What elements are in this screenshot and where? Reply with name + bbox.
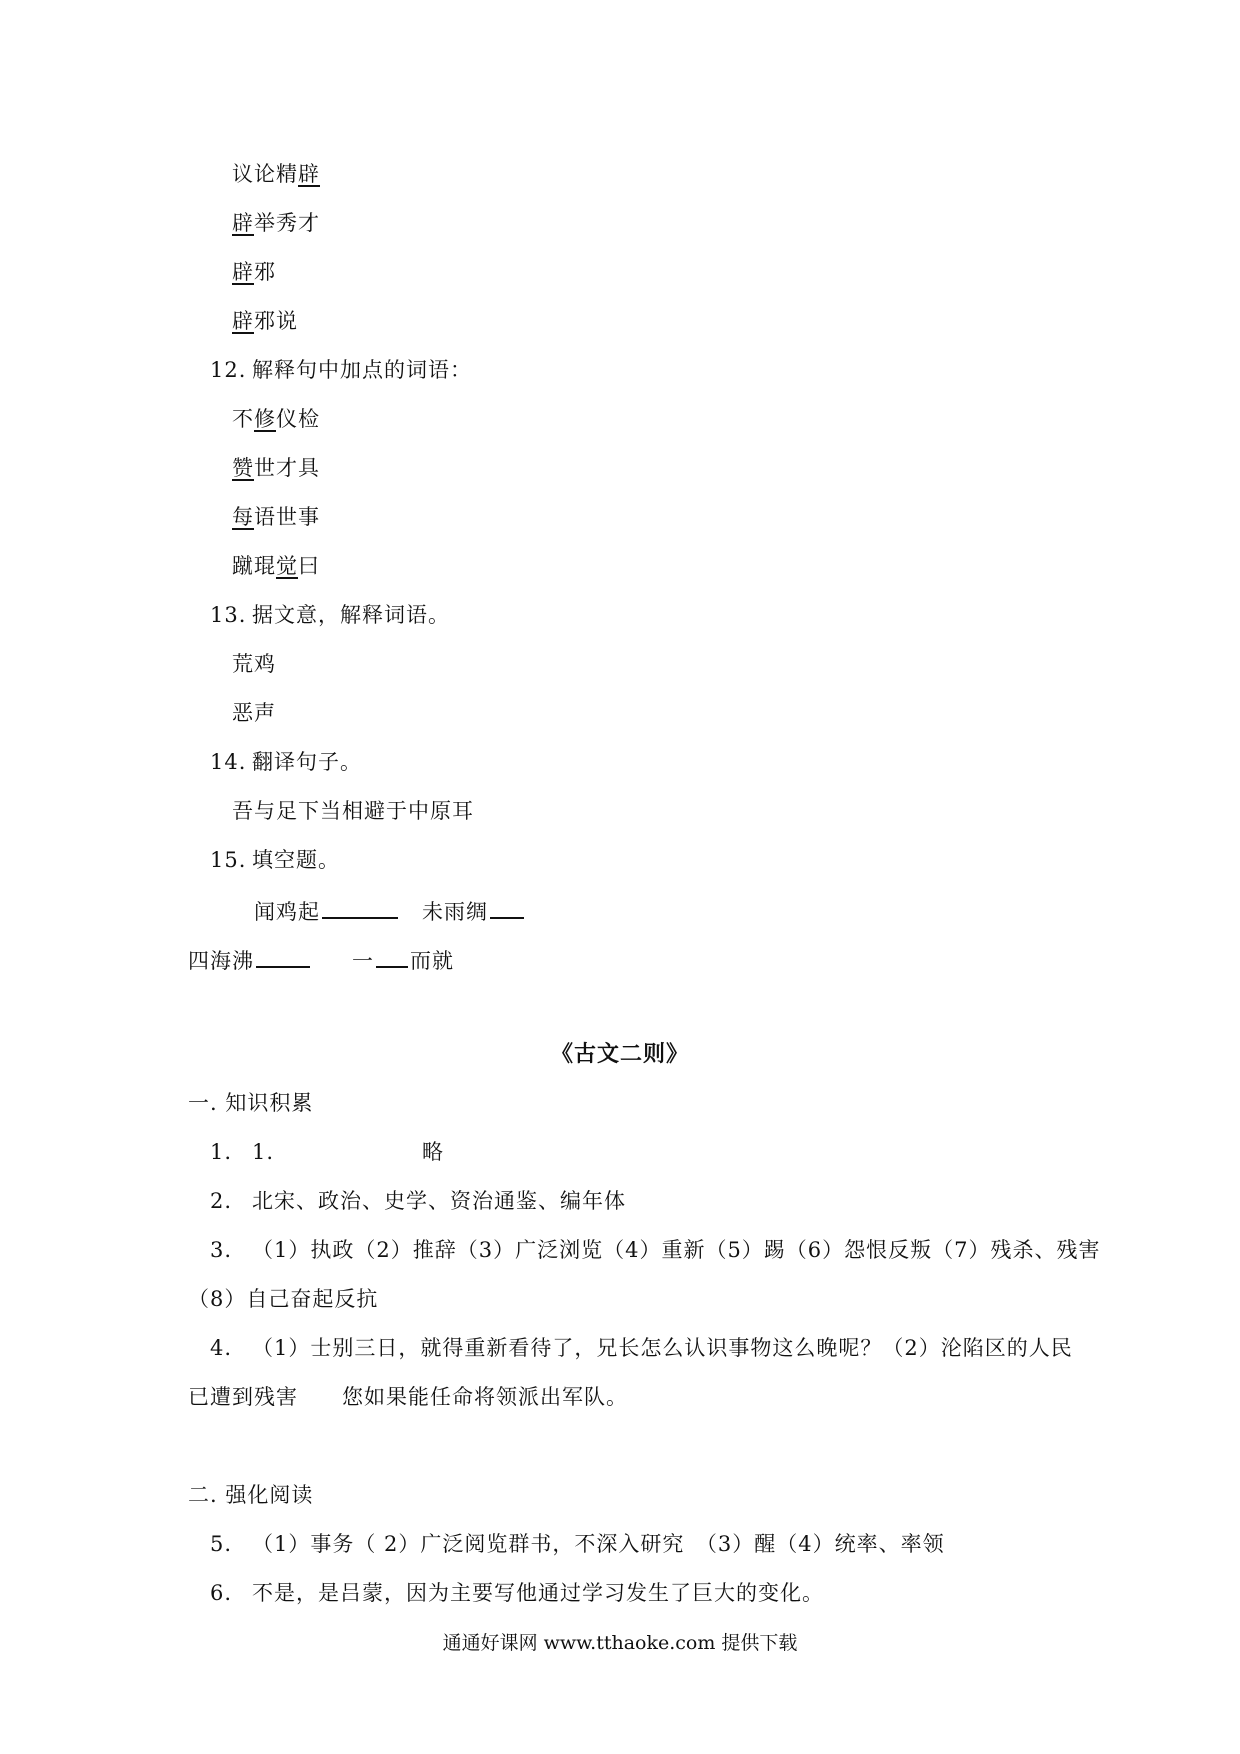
item-text: 议论精 (232, 162, 298, 186)
fill-blank (490, 895, 524, 919)
section-title: 《古文二则》 (550, 1041, 689, 1067)
question-15 (210, 846, 340, 874)
answer-4-cont: 已遭到残害 您如果能任命将领派出军队。 (188, 1385, 628, 1409)
q12-item-3 (232, 503, 320, 531)
part2-heading: 二. 强化阅读 (188, 1483, 314, 1507)
item-text: 举秀才 (254, 211, 320, 235)
answer-text: （1）执政（2）推辞（3）广泛浏览（4）重新（5）踢（6）怨恨反叛（7）残杀、残害 (252, 1238, 1101, 1262)
fill-text: 未雨绸 (422, 900, 488, 924)
answer-text: 不是，是吕蒙，因为主要写他通过学习发生了巨大的变化。 (252, 1581, 824, 1605)
fill-text: 四海沸 (188, 949, 254, 973)
question-14 (210, 748, 362, 776)
question-number: 15. (210, 848, 247, 872)
answer-text: （1）士别三日，就得重新看待了，兄长怎么认识事物这么晚呢？（2）沦陷区的人民 (252, 1336, 1073, 1360)
question-12 (210, 356, 472, 384)
answer-2 (210, 1187, 626, 1215)
question-number: 13. (210, 603, 247, 627)
answer-text: 1. (252, 1140, 275, 1164)
answer-text: （1）事务（ 2）广泛阅览群书，不深入研究 （3）醒（4）统率、率领 (252, 1532, 945, 1556)
question-text: 解释句中加点的词语： (252, 358, 472, 382)
fill-blank (322, 895, 398, 919)
item-text: 蹴琨 (232, 554, 276, 578)
fill-text: 一 (352, 949, 374, 973)
dotted-word: 辟 (232, 260, 254, 284)
answer-number: 5. (210, 1532, 233, 1556)
q15-line-1 (254, 895, 526, 926)
question-text: 填空题。 (252, 848, 340, 872)
answer-number: 1. (210, 1140, 233, 1164)
pi-item-4 (232, 307, 298, 335)
item-text: 世才具 (254, 456, 320, 480)
pi-item-1 (232, 160, 320, 188)
item-text: 语世事 (254, 505, 320, 529)
dotted-word: 每 (232, 505, 254, 529)
answer-5 (210, 1530, 945, 1558)
fill-text: 闻鸡起 (254, 900, 320, 924)
answer-number: 2. (210, 1189, 233, 1213)
answer-text: 略 (422, 1140, 445, 1164)
answer-3-cont: （8）自己奋起反抗 (188, 1287, 379, 1311)
q13-item-2: 恶声 (232, 701, 276, 725)
q14-sentence: 吾与足下当相避于中原耳 (232, 799, 474, 823)
answer-1 (210, 1138, 444, 1166)
dotted-word: 觉 (276, 554, 298, 578)
answer-number: 6. (210, 1581, 233, 1605)
answer-4 (210, 1334, 1073, 1362)
item-text: 邪说 (254, 309, 298, 333)
item-text: 仪检 (276, 407, 320, 431)
q13-item-1: 荒鸡 (232, 652, 276, 676)
item-text: 不 (232, 407, 254, 431)
question-text: 据文意，解释词语。 (252, 603, 450, 627)
dotted-word: 修 (254, 407, 276, 431)
question-number: 14. (210, 750, 247, 774)
question-number: 12. (210, 358, 247, 382)
page-footer: 通通好课网 www.tthaoke.com 提供下载 (442, 1632, 798, 1654)
fill-text: 而就 (410, 949, 454, 973)
item-text: 曰 (298, 554, 320, 578)
pi-item-3 (232, 258, 276, 286)
dotted-word: 辟 (232, 211, 254, 235)
item-text: 邪 (254, 260, 276, 284)
answer-number: 4. (210, 1336, 233, 1360)
answer-number: 3. (210, 1238, 233, 1262)
fill-blank (376, 944, 408, 968)
question-13 (210, 601, 450, 629)
part1-heading: 一. 知识积累 (188, 1091, 314, 1115)
answer-text: 北宋、政治、史学、资治通鉴、编年体 (252, 1189, 626, 1213)
dotted-word: 辟 (298, 162, 320, 186)
q12-item-1 (232, 405, 320, 433)
fill-blank (256, 944, 310, 968)
pi-item-2 (232, 209, 320, 237)
question-text: 翻译句子。 (252, 750, 362, 774)
answer-6 (210, 1579, 824, 1607)
answer-3 (210, 1236, 1101, 1264)
q15-line-2 (188, 944, 454, 975)
q12-item-2 (232, 454, 320, 482)
q12-item-4 (232, 552, 320, 580)
dotted-word: 辟 (232, 309, 254, 333)
dotted-word: 赞 (232, 456, 254, 480)
